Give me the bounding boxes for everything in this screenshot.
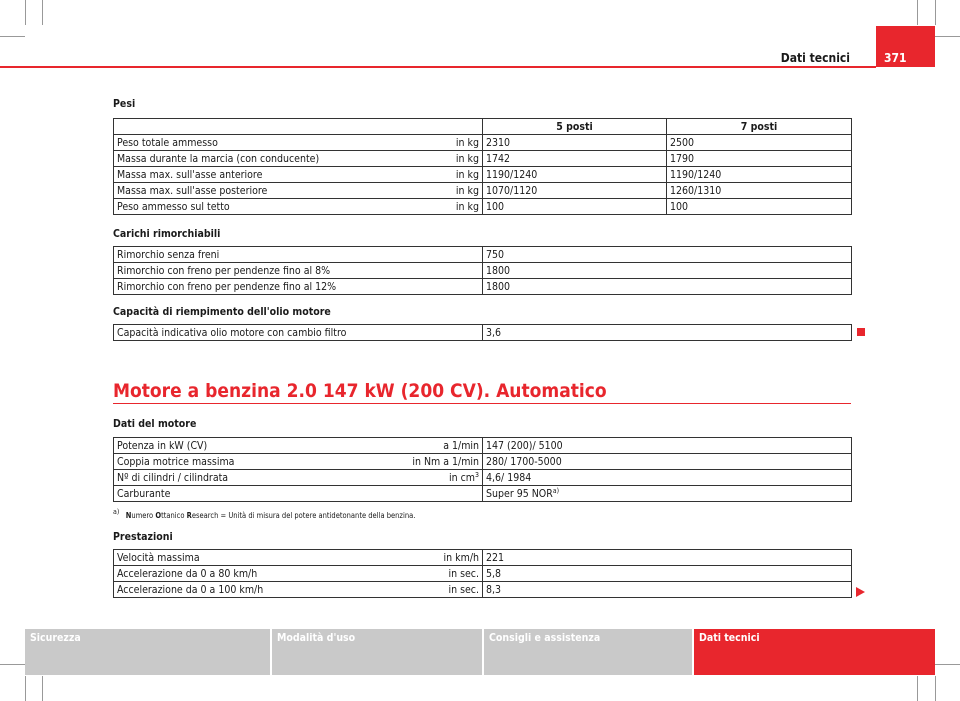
- row-label: Peso totale ammesso: [117, 136, 218, 149]
- header-section-title: Dati tecnici: [780, 51, 850, 65]
- crop-mark: [935, 664, 960, 665]
- unit: in kg: [455, 152, 479, 165]
- row-label: Rimorchio senza freni: [114, 247, 483, 263]
- olio-table: [113, 324, 852, 341]
- crop-mark: [42, 676, 43, 701]
- crop-mark: [0, 664, 25, 665]
- footer-tab-consigli[interactable]: Consigli e assistenza: [484, 629, 692, 675]
- cell-value: [483, 486, 852, 502]
- pesi-table: [113, 118, 852, 215]
- table-row: [114, 263, 852, 279]
- table-row: [114, 582, 852, 598]
- footnote-text: esearch = Unità di misura del potere antidetonante della benzina.: [191, 511, 416, 520]
- footnote-text: umero: [131, 511, 156, 520]
- footnote-initial: O: [155, 511, 162, 520]
- motore-heading: Dati del motore: [113, 418, 197, 430]
- prestazioni-heading: Prestazioni: [113, 531, 173, 543]
- table-row: [114, 486, 852, 502]
- cell-value: 4,6/ 1984: [483, 470, 852, 486]
- row-label: Coppia motrice massima: [117, 455, 235, 468]
- row-label: Accelerazione da 0 a 100 km/h: [117, 583, 264, 596]
- cell-value: 1742: [483, 151, 667, 167]
- unit: in Nm a 1/min: [412, 455, 480, 468]
- footnote: [113, 508, 416, 520]
- crop-mark: [917, 0, 918, 25]
- cell-value: 1190/1240: [667, 167, 852, 183]
- footnote-text: ttanico: [161, 511, 187, 520]
- table-row: [114, 325, 852, 341]
- cell-value: 280/ 1700-5000: [483, 454, 852, 470]
- unit: in kg: [455, 168, 479, 181]
- unit: a 1/min: [443, 439, 480, 452]
- cell-value: 1800: [483, 263, 852, 279]
- table-row: [114, 550, 852, 566]
- crop-mark: [935, 0, 936, 25]
- cell-value: 1190/1240: [483, 167, 667, 183]
- column-header: 5 posti: [483, 119, 667, 135]
- table-row: [114, 183, 852, 199]
- continue-arrow-icon: [856, 587, 865, 597]
- table-row: [114, 167, 852, 183]
- unit: in km/h: [443, 551, 479, 564]
- crop-mark: [25, 676, 26, 701]
- crop-mark: [42, 0, 43, 25]
- table-row: [114, 151, 852, 167]
- table-row: [114, 438, 852, 454]
- cell-value: 1800: [483, 279, 852, 295]
- unit: in kg: [455, 200, 479, 213]
- row-label: Nº di cilindri / cilindrata: [117, 471, 229, 484]
- row-label: Massa durante la marcia (con conducente): [117, 152, 320, 165]
- row-label: Massa max. sull'asse posteriore: [117, 184, 268, 197]
- cell-value: 1070/1120: [483, 183, 667, 199]
- unit: in kg: [455, 184, 479, 197]
- row-label: Potenza in kW (CV): [117, 439, 208, 452]
- cell-value: 8,3: [483, 582, 852, 598]
- unit: [449, 471, 479, 485]
- crop-mark: [935, 36, 960, 37]
- row-label: Rimorchio con freno per pendenze fino al 8%: [114, 263, 483, 279]
- footnote-ref: a): [552, 486, 560, 495]
- carichi-table: [113, 246, 852, 295]
- unit: in sec.: [448, 583, 479, 596]
- cell-value: 2310: [483, 135, 667, 151]
- crop-mark: [935, 676, 936, 701]
- table-row: [114, 135, 852, 151]
- row-label: Rimorchio con freno per pendenze fino al 12%: [114, 279, 483, 295]
- row-label: Peso ammesso sul tetto: [117, 200, 230, 213]
- crop-mark: [0, 36, 25, 37]
- section-end-marker: [857, 328, 865, 336]
- footer-tab-sicurezza[interactable]: Sicurezza: [25, 629, 270, 675]
- row-label: Capacità indicativa olio motore con cambio filtro: [114, 325, 483, 341]
- table-row: [114, 279, 852, 295]
- unit: in sec.: [448, 567, 479, 580]
- cell-value: 1260/1310: [667, 183, 852, 199]
- cell-value: 750: [483, 247, 852, 263]
- cell-value: 5,8: [483, 566, 852, 582]
- header-rule: [0, 66, 876, 68]
- cell-value: 147 (200)/ 5100: [483, 438, 852, 454]
- motore-table: [113, 437, 852, 502]
- table-row: [114, 199, 852, 215]
- table-row: [114, 470, 852, 486]
- pesi-heading: Pesi: [113, 98, 136, 110]
- footnote-initial: N: [125, 511, 132, 520]
- row-label: Carburante: [117, 487, 171, 500]
- unit: in kg: [455, 136, 479, 149]
- footnote-initial: R: [186, 511, 192, 520]
- row-label: Velocità massima: [117, 551, 200, 564]
- table-header-row: [114, 119, 852, 135]
- unit-text: in cm: [448, 471, 475, 484]
- olio-heading: Capacità di riempimento dell'olio motore: [113, 306, 331, 318]
- section-rule: [113, 403, 851, 404]
- cell-value: 1790: [667, 151, 852, 167]
- cell-value: 3,6: [483, 325, 852, 341]
- section-title: Motore a benzina 2.0 147 kW (200 CV). Automatico: [113, 380, 607, 402]
- carichi-heading: Carichi rimorchiabili: [113, 228, 221, 240]
- table-row: [114, 454, 852, 470]
- table-row: [114, 566, 852, 582]
- cell-value: 100: [667, 199, 852, 215]
- cell-value: 221: [483, 550, 852, 566]
- table-row: [114, 247, 852, 263]
- value-text: Super 95 NOR: [486, 487, 553, 500]
- row-label: Massa max. sull'asse anteriore: [117, 168, 263, 181]
- page-number: 371: [876, 26, 935, 67]
- cell-value: 2500: [667, 135, 852, 151]
- row-label: Accelerazione da 0 a 80 km/h: [117, 567, 258, 580]
- footer-tab-modalita-uso[interactable]: Modalità d'uso: [272, 629, 482, 675]
- cell-value: 100: [483, 199, 667, 215]
- crop-mark: [917, 676, 918, 701]
- prestazioni-table: [113, 549, 852, 598]
- footer-tab-dati-tecnici[interactable]: Dati tecnici: [694, 629, 935, 675]
- column-header: 7 posti: [667, 119, 852, 135]
- footnote-marker: a): [113, 508, 120, 516]
- unit-superscript: 3: [475, 470, 480, 479]
- crop-mark: [25, 0, 26, 25]
